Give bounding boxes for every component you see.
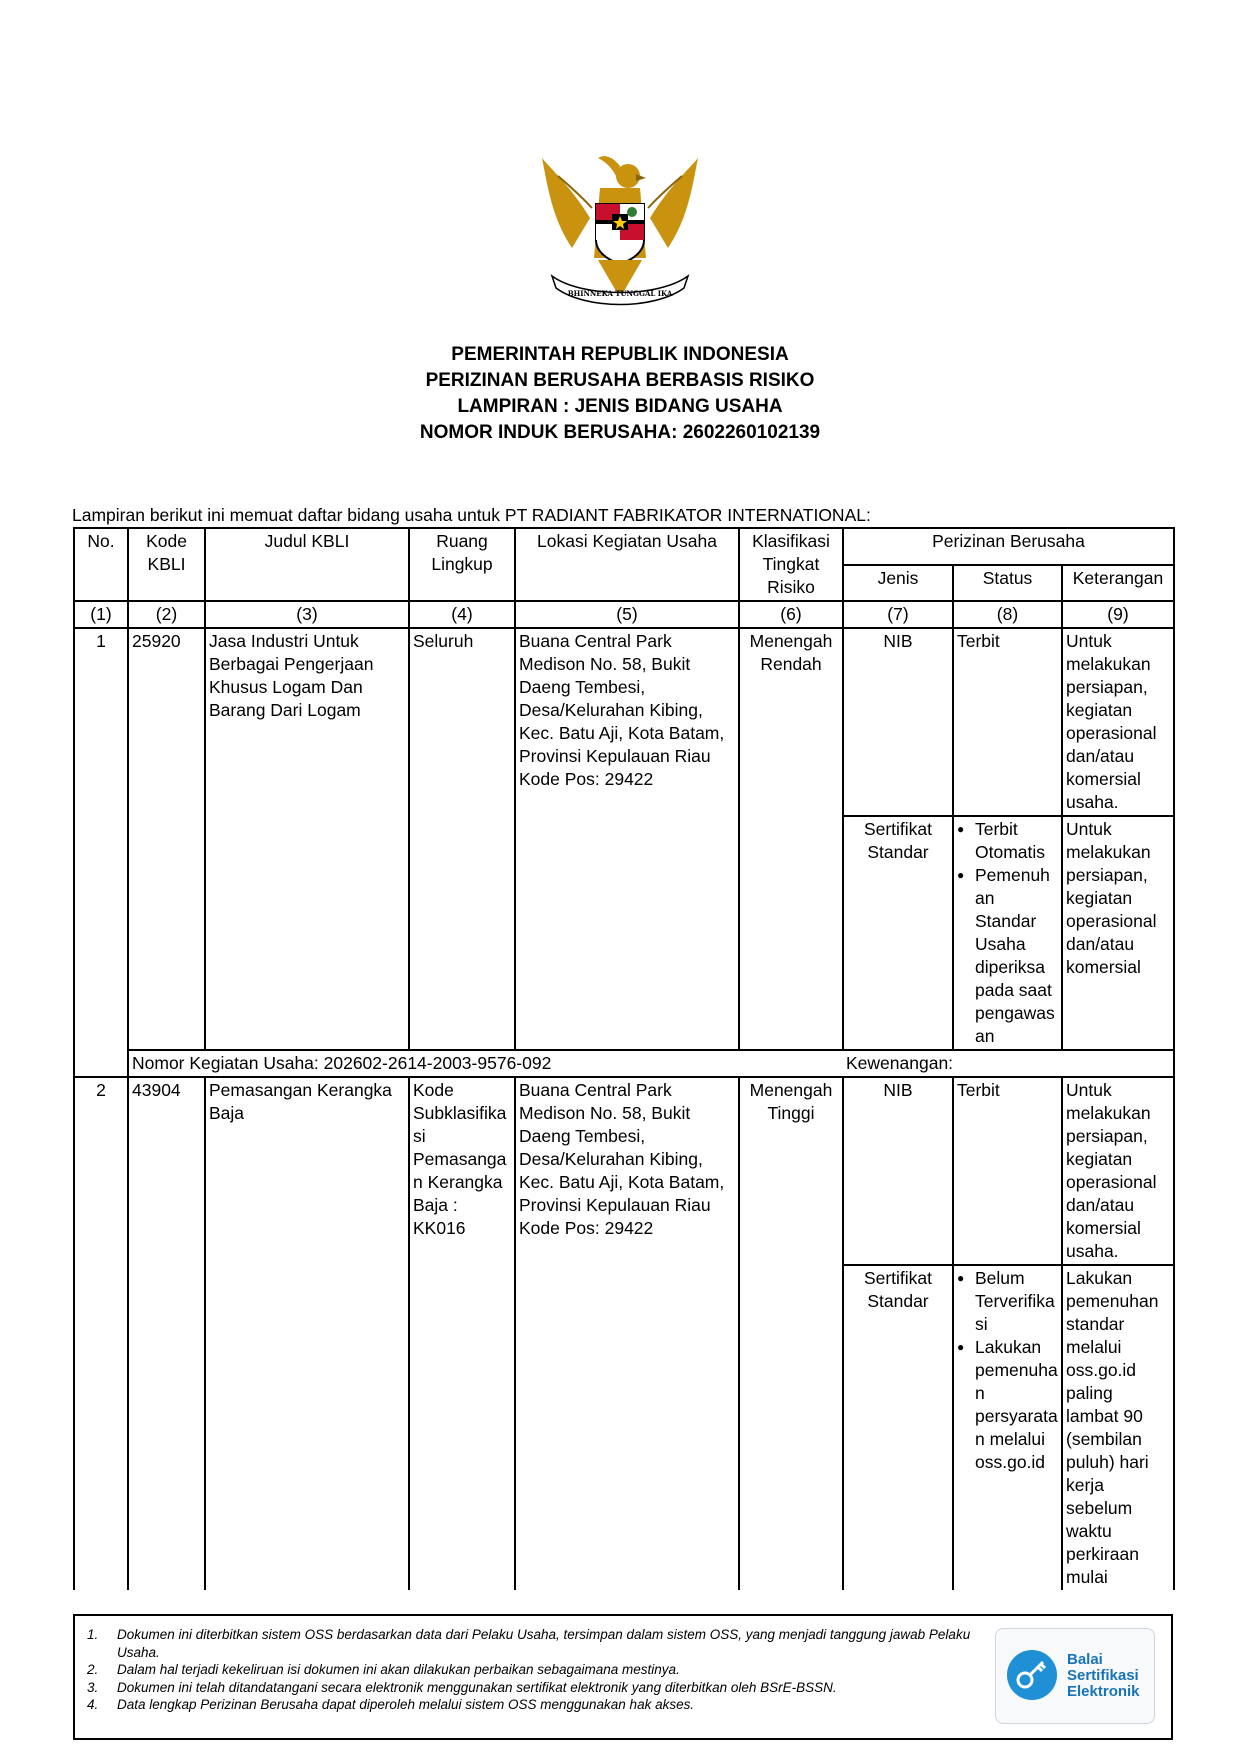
intro-text: Lampiran berikut ini memuat daftar bidang usaha untuk PT RADIANT FABRIKATOR INTERNATIONAL:	[72, 505, 871, 525]
note-number: 3.	[87, 1679, 99, 1695]
heading-licensing: PERIZINAN BERUSAHA BERBASIS RISIKO	[425, 370, 815, 391]
header-judul-kbli: Judul KBLI	[205, 528, 409, 601]
row-status: Terbit	[953, 628, 1062, 816]
row-kode-kbli: 43904	[128, 1077, 205, 1590]
heading-nib: NOMOR INDUK BERUSAHA: 2602260102139	[419, 422, 821, 443]
row-jenis: Sertifikat Standar	[843, 816, 953, 1050]
table-row	[74, 1077, 1174, 1265]
header-klasifikasi: Klasifikasi Tingkat Risiko	[739, 528, 843, 601]
table-header-row	[74, 528, 1174, 565]
header-status: Status	[953, 565, 1062, 602]
row-jenis: Sertifikat Standar	[843, 1265, 953, 1590]
row-kode-kbli: 25920	[128, 628, 205, 1050]
row-keterangan: Untuk melakukan persiapan, kegiatan operasional dan/atau komersial	[1062, 816, 1174, 1050]
svg-text:BHINNEKA TUNGGAL IKA: BHINNEKA TUNGGAL IKA	[567, 289, 673, 298]
col-number: (8)	[953, 601, 1062, 628]
note-text: Dalam hal terjadi kekeliruan isi dokumen ini akan dilakukan perbaikan sebagaimana mestinya.	[117, 1662, 680, 1677]
footer-note	[87, 1696, 987, 1714]
col-number: (6)	[739, 601, 843, 628]
garuda-emblem-icon	[532, 148, 708, 316]
footer-notes	[87, 1626, 987, 1714]
status-item: ● Pemenuhan Standar Usaha diperiksa pada saat pengawasan	[957, 864, 1058, 1048]
note-text: Data lengkap Perizinan Berusaha dapat diperoleh melalui sistem OSS menggunakan hak akses.	[117, 1697, 695, 1712]
row-judul-kbli: Jasa Industri Untuk Berbagai Pengerjaan Khusus Logam Dan Barang Dari Logam	[205, 628, 409, 1050]
note-number: 2.	[87, 1662, 99, 1677]
status-item: ● Belum Terverifikasi	[957, 1267, 1058, 1336]
col-number: (4)	[409, 601, 515, 628]
row-ruang-lingkup: Seluruh	[409, 628, 515, 1050]
bsre-logo-text	[1067, 1652, 1140, 1700]
col-number: (5)	[515, 601, 739, 628]
row-jenis: NIB	[843, 628, 953, 816]
bsre-logo	[995, 1628, 1155, 1724]
footer-notes-box	[73, 1614, 1173, 1740]
authority: Kewenangan:	[843, 1050, 1174, 1077]
row-lokasi: Buana Central Park Medison No. 58, Bukit Daeng Tembesi, Desa/Kelurahan Kibing, Kec. Batu Aji, Kota Batam, Provinsi Kepulauan Riau Kode Pos: 29422	[515, 628, 739, 1050]
note-text: Dokumen ini telah ditandatangani secara elektronik menggunakan sertifikat elektronik yang diterbitkan oleh BSrE-BSSN.	[117, 1679, 837, 1695]
row-no: 1	[74, 628, 128, 1077]
header-perizinan: Perizinan Berusaha	[843, 528, 1174, 565]
note-number: 4.	[87, 1697, 99, 1712]
row-status	[953, 1265, 1062, 1590]
header-kode-kbli: Kode KBLI	[128, 528, 205, 601]
col-number: (3)	[205, 601, 409, 628]
activity-number: Nomor Kegiatan Usaha: 202602-2614-2003-9576-092	[128, 1050, 843, 1077]
footer-note	[87, 1679, 987, 1697]
col-number: (1)	[74, 601, 128, 628]
row-keterangan: Lakukan pemenuhan standar melalui oss.go.id paling lambat 90 (sembilan puluh) hari kerja sebelum waktu perkiraan mulai	[1062, 1265, 1174, 1590]
row-keterangan: Untuk melakukan persiapan, kegiatan operasional dan/atau komersial usaha.	[1062, 1077, 1174, 1265]
row-klasifikasi: Menengah Rendah	[739, 628, 843, 1050]
note-text: Dokumen ini diterbitkan sistem OSS berdasarkan data dari Pelaku Usaha, tersimpan dalam sistem OSS, yang menjadi tanggung jawab Pelaku Usaha.	[117, 1627, 971, 1660]
heading-government: PEMERINTAH REPUBLIK INDONESIA	[451, 344, 789, 365]
activity-number-row	[74, 1050, 1174, 1077]
table-row	[74, 628, 1174, 816]
bsre-line: Elektronik	[1067, 1683, 1140, 1700]
status-item: ● Terbit Otomatis	[957, 818, 1058, 864]
row-jenis: NIB	[843, 1077, 953, 1265]
footer-note	[87, 1661, 987, 1679]
header-keterangan: Keterangan	[1062, 565, 1174, 602]
heading-attachment: LAMPIRAN : JENIS BIDANG USAHA	[457, 396, 783, 417]
header-no: No.	[74, 528, 128, 601]
bsre-line: Balai	[1067, 1651, 1103, 1668]
key-icon	[1007, 1650, 1057, 1700]
column-number-row	[74, 601, 1174, 628]
header-jenis: Jenis	[843, 565, 953, 602]
row-no: 2	[74, 1077, 128, 1590]
col-number: (7)	[843, 601, 953, 628]
row-klasifikasi: Menengah Tinggi	[739, 1077, 843, 1590]
row-ruang-lingkup: Kode Subklasifikasi Pemasangan Kerangka Baja : KK016	[409, 1077, 515, 1590]
col-number: (2)	[128, 601, 205, 628]
row-status: Terbit	[953, 1077, 1062, 1265]
document-heading	[0, 342, 1240, 446]
header-lokasi: Lokasi Kegiatan Usaha	[515, 528, 739, 601]
note-number: 1.	[87, 1627, 99, 1642]
col-number: (9)	[1062, 601, 1174, 628]
bsre-line: Sertifikasi	[1067, 1667, 1139, 1684]
status-item: ● Lakukan pemenuhan persyaratan melalui oss.go.id	[957, 1336, 1058, 1474]
header-ruang-lingkup: Ruang Lingkup	[409, 528, 515, 601]
business-field-table	[73, 527, 1175, 1590]
row-judul-kbli: Pemasangan Kerangka Baja	[205, 1077, 409, 1590]
row-status	[953, 816, 1062, 1050]
footer-note	[87, 1626, 987, 1661]
row-lokasi: Buana Central Park Medison No. 58, Bukit Daeng Tembesi, Desa/Kelurahan Kibing, Kec. Batu Aji, Kota Batam, Provinsi Kepulauan Riau Kode Pos: 29422	[515, 1077, 739, 1590]
row-keterangan: Untuk melakukan persiapan, kegiatan operasional dan/atau komersial usaha.	[1062, 628, 1174, 816]
